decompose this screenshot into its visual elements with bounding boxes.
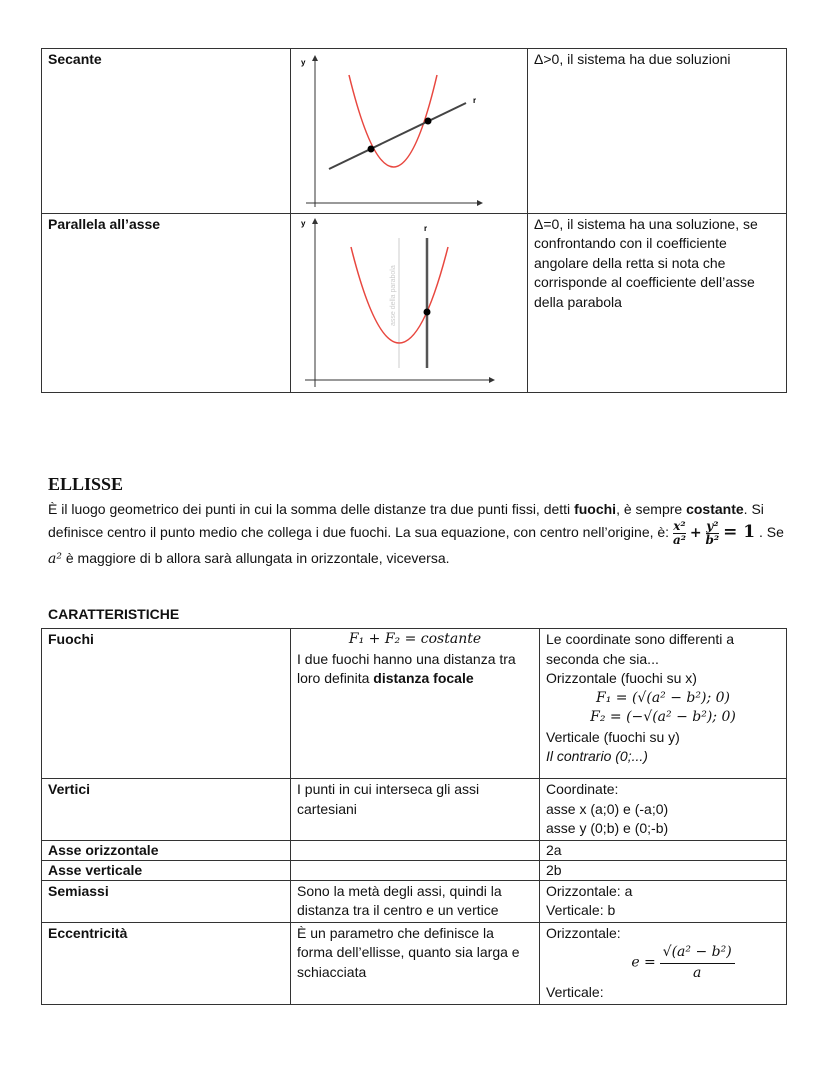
y-axis-label: y	[301, 218, 306, 228]
y-axis-arrow-icon	[312, 218, 318, 224]
table-row	[42, 49, 787, 214]
row-description	[291, 840, 540, 860]
fraction	[660, 943, 735, 983]
text: asse x (a;0) e (-a;0)	[546, 800, 669, 817]
text: Verticale (fuochi su y)	[546, 728, 680, 745]
row-description	[291, 860, 540, 880]
denominator: b²	[705, 533, 720, 547]
characteristics-table	[41, 628, 787, 1005]
row-label: Fuochi	[42, 629, 291, 779]
row-detail	[540, 779, 787, 841]
denominator: a	[693, 964, 702, 981]
denominator: a²	[672, 533, 686, 547]
numerator: x²	[673, 519, 686, 533]
row-label: Eccentricità	[42, 922, 291, 1004]
secant-graph-svg	[291, 49, 539, 207]
intersection-point	[368, 146, 375, 153]
text: I due fuochi hanno una distanza tra loro definita	[297, 650, 516, 686]
eccentricity-formula	[546, 943, 780, 983]
row-label: Secante	[42, 49, 291, 214]
row-detail: 2b	[540, 860, 787, 880]
parallel-graph	[291, 213, 528, 393]
text: , è sempre	[616, 501, 687, 517]
intersection-point	[424, 308, 431, 315]
x-axis-arrow-icon	[477, 200, 483, 206]
text: Verticale:	[546, 984, 604, 1000]
text: Orizzontale:	[546, 924, 621, 941]
text: Le coordinate sono differenti a seconda che sia...	[546, 631, 735, 667]
line-label: r	[424, 223, 428, 233]
row-label: Vertici	[42, 779, 291, 841]
table-row	[42, 880, 787, 922]
subsection-title: CARATTERISTICHE	[48, 606, 180, 622]
row-description: Δ>0, il sistema ha due soluzioni	[528, 49, 787, 214]
parallel-graph-svg	[291, 214, 539, 387]
row-label: Asse verticale	[42, 860, 291, 880]
table-row	[42, 860, 787, 880]
secant-line	[329, 103, 466, 169]
row-description	[291, 629, 540, 779]
a-squared: a²	[48, 551, 62, 567]
text: . Si definisce centro il punto medio che collega i due fuochi. La sua equazione, con centro nell’origine, è:	[48, 501, 764, 541]
equals-one: = 1	[723, 522, 756, 543]
formula: F₁ = (√(a² − b²); 0)	[596, 689, 730, 706]
row-description: I punti in cui interseca gli assi cartesiani	[291, 779, 540, 841]
row-description: Δ=0, il sistema ha una soluzione, se confrontando con il coefficiente angolare della retta si nota che corrisponde al coefficiente dell’asse della parabola	[528, 213, 787, 393]
fraction-y	[706, 520, 720, 547]
row-detail: 2a	[540, 840, 787, 860]
text: Orizzontale (fuochi su x)	[546, 670, 697, 686]
table-row	[42, 922, 787, 1004]
row-label: Semiassi	[42, 880, 291, 922]
row-label: Parallela all’asse	[42, 213, 291, 393]
fraction-x	[673, 520, 686, 547]
text: Verticale: b	[546, 902, 616, 918]
row-detail	[540, 880, 787, 922]
numerator: √(a² − b²)	[660, 943, 735, 964]
text: Coordinate:	[546, 781, 619, 797]
text: Orizzontale: a	[546, 882, 633, 899]
text: è maggiore di b allora sarà allungata in orizzontale, viceversa.	[61, 550, 450, 566]
y-axis-label: y	[301, 58, 306, 67]
plus: +	[689, 525, 702, 542]
formula-lhs: e =	[631, 954, 656, 971]
text: asse y (0;b) e (0;-b)	[546, 820, 669, 836]
row-label: Asse orizzontale	[42, 840, 291, 860]
formula: F₂ = (−√(a² − b²); 0)	[590, 709, 736, 725]
bold-text: distanza focale	[373, 670, 474, 686]
parabola-axis-label: asse della parabola	[390, 264, 397, 326]
table-row	[42, 840, 787, 860]
bold-text: costante	[686, 501, 744, 517]
y-axis-arrow-icon	[312, 55, 318, 61]
parabola-line-table	[41, 48, 787, 393]
intersection-point	[425, 118, 432, 125]
x-axis-arrow-icon	[489, 377, 495, 383]
text: È il luogo geometrico dei punti in cui la somma delle distanze tra due punti fissi, detti	[48, 501, 575, 517]
bold-text: fuochi	[574, 501, 617, 517]
row-detail	[540, 922, 787, 1004]
row-description: È un parametro che definisce la forma dell’ellisse, quanto sia larga e schiacciata	[291, 922, 540, 1004]
numerator: y²	[706, 519, 719, 533]
secant-graph	[291, 49, 528, 214]
row-description: Sono la metà degli assi, quindi la distanza tra il centro e un vertice	[291, 880, 540, 922]
table-row	[42, 779, 787, 841]
text: Il contrario (0;...)	[546, 748, 648, 764]
section-title: ELLISSE	[48, 474, 124, 494]
formula: F₁ + F₂ = costante	[348, 631, 482, 647]
text: . Se	[755, 524, 784, 541]
row-detail	[540, 629, 787, 779]
line-label: r	[473, 96, 477, 105]
table-row	[42, 213, 787, 393]
table-row	[42, 629, 787, 779]
ellisse-definition	[48, 498, 788, 570]
